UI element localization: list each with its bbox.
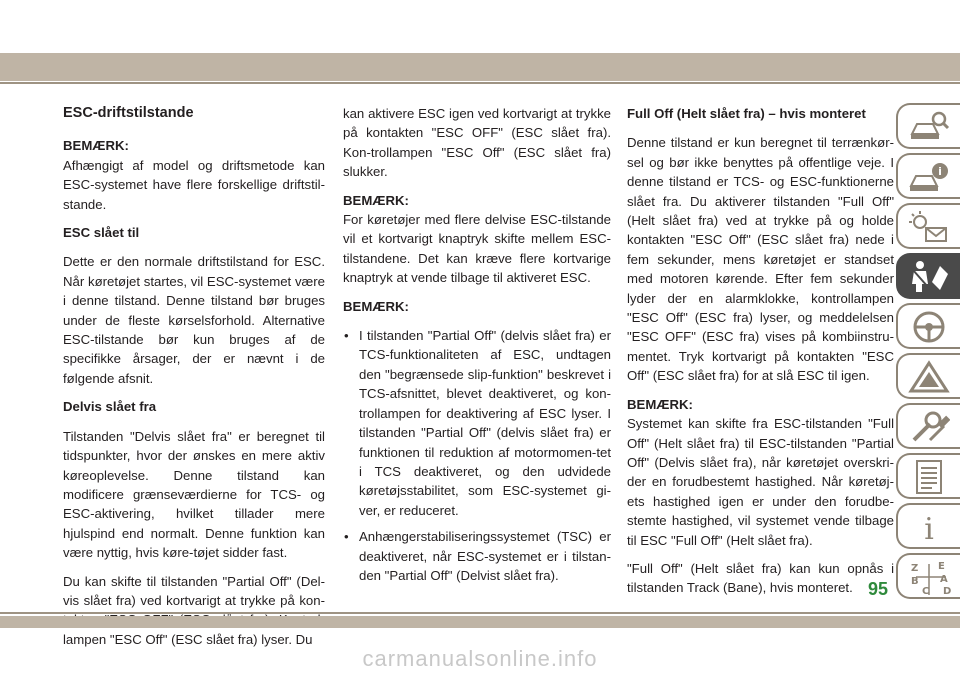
note-block <box>343 191 611 288</box>
note-label: BEMÆRK: <box>627 396 693 412</box>
list-item: • Anhængerstabiliseringssystemet (TSC) er deaktiveret, når ESC-systemet er i tilstan-den "Partial Off" (Delvist slået fra). <box>343 527 611 585</box>
footer-rule <box>0 612 960 614</box>
alphabetical-index-icon <box>908 560 952 596</box>
header-rule <box>0 82 960 84</box>
svg-text:i: i <box>938 165 942 178</box>
subheading-full-off: Full Off (Helt slået fra) – hvis monteret <box>627 106 866 121</box>
bullet-list <box>343 326 611 585</box>
tab-emergency[interactable] <box>896 353 960 399</box>
top-margin <box>0 0 960 53</box>
paragraph: Du kan skifte til tilstanden "Partial Off" (Del-vis slået fra) ved kortvarigt at trykke på kon- lampen "ESC Off" (ESC slået fra) lyser. Du <box>63 573 325 647</box>
paragraph: "Full Off" (Helt slået fra) kan kun opnås i tilstanden Track (Bane), hvis monteret. <box>627 560 894 596</box>
svg-text:i: i <box>924 512 934 544</box>
index-letter: C <box>922 586 930 596</box>
roadside-warning-icon <box>908 360 950 394</box>
header-band <box>0 53 960 81</box>
index-letter: E <box>938 561 945 572</box>
note-label: BEMÆRK: <box>343 298 409 314</box>
warning-light-message-icon <box>908 210 950 244</box>
index-letter: B <box>911 576 919 587</box>
chapter-tabs <box>896 103 960 603</box>
tab-specifications[interactable] <box>896 453 960 499</box>
note-label: BEMÆRK: <box>63 138 129 154</box>
tab-car-search[interactable] <box>896 103 960 149</box>
section-title: ESC-driftstilstande <box>63 105 194 121</box>
info-index-icon <box>908 510 950 544</box>
watermark-footer: carmanualsonline.info <box>362 646 598 671</box>
tab-driving[interactable] <box>896 303 960 349</box>
note-text: For køretøjer med flere delvise ESC-tilstande vil et kortvarigt knaptryk skifte mellem ESC-tilstandene. Det kan kræve flere kortvarige knaptryk at vende tilbage til aktiveret ESC. <box>343 212 611 286</box>
note-block <box>627 395 894 550</box>
tab-safety[interactable] <box>896 253 960 299</box>
specifications-list-icon <box>908 460 950 494</box>
tab-customer-info[interactable] <box>896 503 960 549</box>
note-text: Afhængigt af model og driftsmetode kan ESC-systemet have flere forskellige driftstil-stande. <box>63 157 325 212</box>
tab-car-info[interactable] <box>896 153 960 199</box>
paragraph: kan aktivere ESC igen ved kortvarigt at trykke på kontakten "ESC OFF" (ESC slået fra). Kon-trollampen "ESC Off" (ESC slået fra) slukker. <box>343 106 611 180</box>
tab-index[interactable] <box>896 553 960 599</box>
note-text: Systemet kan skifte fra ESC-tilstanden "Full Off" (Helt slået fra) til ESC-tilstanden "Partial Off" (Delvis slået fra), når køretøjet overskri-der en forudbestemt hastighed. Når køretøj-ets hastighed igen er under den forudbe-stemte hastighed, vil systemet vende tilbage til ESC "Full Off" (Helt slået fra). <box>627 416 894 548</box>
paragraph: Tilstanden "Delvis slået fra" er beregnet til tidspunkter, hvor der ønskes en mere aktiv køreoplevelse. Denne tilstand kan modificere grænseværdierne for TCS- og ESC-aktivering, hvilket tillader mere hjulspind end normalt. Denne funktion kan være nyttig, hvis køre-tøjet sidder fast. <box>63 428 325 561</box>
seatbelt-airbag-icon <box>908 260 950 294</box>
tab-warning-lights[interactable] <box>896 203 960 249</box>
car-info-icon <box>908 160 950 194</box>
index-letter: D <box>943 586 952 596</box>
column-3 <box>627 104 894 607</box>
tab-maintenance[interactable] <box>896 403 960 449</box>
index-letter: A <box>940 574 948 585</box>
footer-band <box>0 616 960 628</box>
steering-wheel-icon <box>908 310 950 344</box>
page-number: 95 <box>868 579 889 599</box>
column-2 <box>343 104 611 594</box>
paragraph: Denne tilstand er kun beregnet til terrænkør-sel og bør ikke benyttes på offentlige veje. I denne tilstand er TCS- og ESC-funktionerne slået fra. Du aktiverer tilstanden "Full Off" (Helt slået fra) ved at trykke på og holde kontakten "ESC Off" (ESC slået fra) nede i fem sekunder, mens køretøjet er standset med motoren kørende. Efter fem sekunder lyder der en alarmklokke, kontrollampen "ESC Off" (ESC fra) lyser, og meddelelsen "ESC OFF" (ESC fra) vises på kombiinstru-mentet. Tryk kortvarigt på kontakten "ESC Off" (ESC slået fra) for at slå ESC til igen. <box>627 135 894 384</box>
note-block <box>63 136 325 214</box>
paragraph: Dette er den normale driftstilstand for ESC. Når køretøjet startes, vil ESC-systemet være i denne tilstand. Denne tilstand bør bruges under de fleste kørselsforhold. Alternative ESC-tilstande bør kun bruges af de specifikke årsager, der er nævnt i de følgende afsnit. <box>63 254 325 386</box>
column-1 <box>63 104 325 658</box>
index-letter: Z <box>911 563 919 574</box>
note-label: BEMÆRK: <box>343 192 409 208</box>
maintenance-tools-icon <box>908 410 950 444</box>
subheading-esc-on: ESC slået til <box>63 225 140 241</box>
car-search-icon <box>908 110 950 144</box>
list-item: • I tilstanden "Partial Off" (delvis slået fra) er TCS-funktionaliteten af ESC, undtagen den "begrænsede slip-funktion" beskrevet i TCS-afsnittet, blevet deaktiveret, og kon-trollampen for deaktivering af ESC lyser. I tilstanden "Partial Off" (delvis slået fra) er funktionen til reduktion af motormomen-tet i TCS deaktiveret, og den udvidede køretøjsstabilitet, som ESC-systemet gi-ver, er reduceret. <box>343 326 611 520</box>
subheading-partial-off: Delvis slået fra <box>63 399 157 415</box>
